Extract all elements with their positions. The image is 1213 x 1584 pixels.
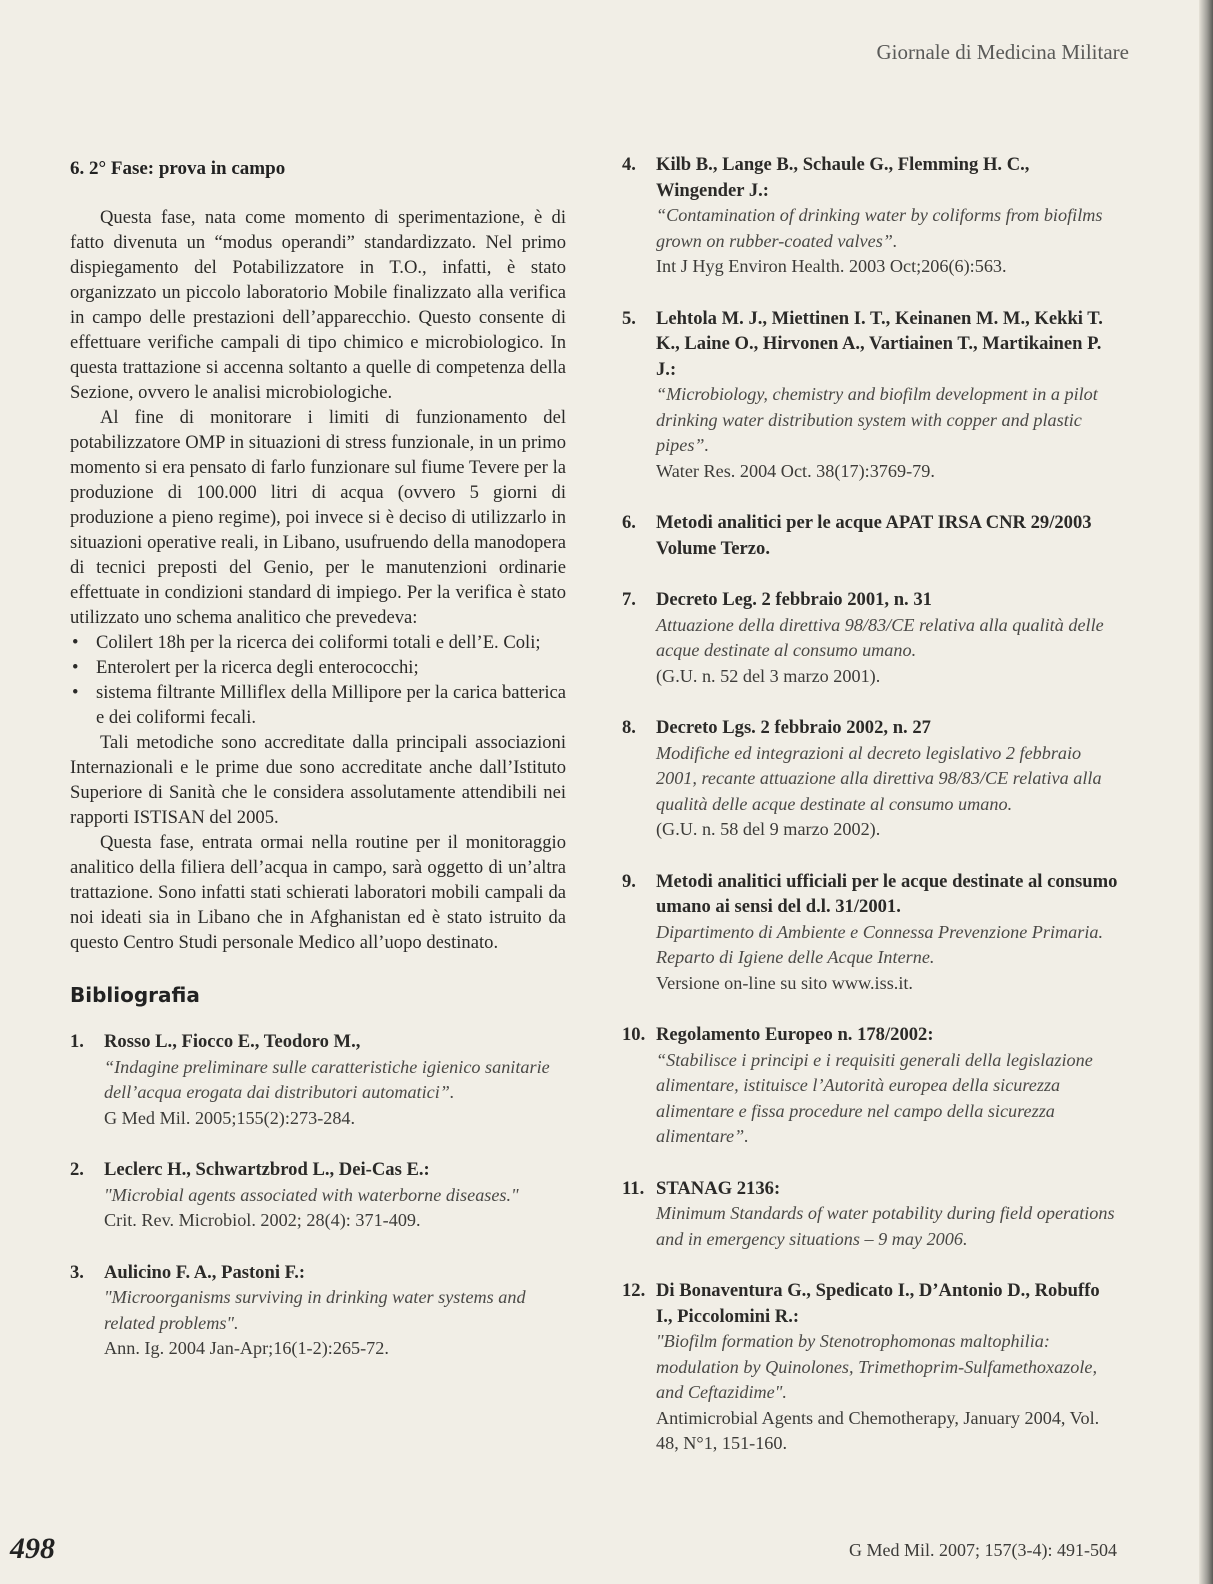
reference-title: Modifiche ed integrazioni al decreto legislativo 2 febbraio 2001, recante attuazione alla direttiva 98/83/CE relativa alla qualità delle acque destinate al consumo umano. [656, 742, 1102, 814]
reference-number: 10. [622, 1024, 646, 1045]
reference-number: 12. [622, 1280, 646, 1301]
body-paragraph: Questa fase, nata come momento di sperimentazione, è di fatto divenuta un “modus operandi” standardizzato. Nel primo dispiegamento del Potabilizzatore in T.O., infatti, è stato organizzato un piccolo laboratorio Mobile finalizzato alla verifica in campo delle prestazioni dell’apparecchio. Questo consente di effettuare verifiche campali di tipo chimico e microbiologico. In questa trattazione si accenna soltanto a quelle di competenza della Sezione, ovvero le analisi microbiologiche. [70, 207, 566, 403]
reference-title: "Microorganisms surviving in drinking water systems and related problems". [104, 1287, 526, 1333]
body-paragraph: Tali metodiche sono accreditate dalla principali associazioni Internazionali e le prime due sono accreditate anche dall’Istituto Superiore di Sanità che le considera assolutamente attendibili nei rapporti ISTISAN del 2005. [70, 732, 566, 828]
reference-title: "Microbial agents associated with waterborne diseases." [104, 1184, 519, 1205]
reference-source: Antimicrobial Agents and Chemotherapy, January 2004, Vol. 48, N°1, 151-160. [656, 1407, 1100, 1453]
reference-source: Ann. Ig. 2004 Jan-Apr;16(1-2):265-72. [104, 1338, 389, 1358]
reference-authors: Lehtola M. J., Miettinen I. T., Keinanen M. M., Kekki T. K., Laine O., Hirvonen A., Vartiainen T., Martikainen P. J.: [656, 307, 1103, 380]
reference-source: Water Res. 2004 Oct. 38(17):3769-79. [656, 460, 935, 481]
list-item: • sistema filtrante Milliflex della Millipore per la carica batterica e dei coliformi fecali. [72, 682, 566, 728]
list-item: • Enterolert per la ricerca degli enterococchi; [72, 657, 419, 678]
reference-source: (G.U. n. 52 del 3 marzo 2001). [656, 665, 881, 686]
reference-item [622, 510, 1118, 561]
reference-authors: Leclerc H., Schwartzbrod L., Dei-Cas E.: [104, 1159, 430, 1180]
reference-title: Dipartimento di Ambiente e Connessa Prevenzione Primaria. Reparto di Igiene delle Acque Interne. [656, 921, 1104, 967]
reference-item [622, 1176, 1118, 1253]
reference-title: Attuazione della direttiva 98/83/CE relativa alla qualità delle acque destinate al consumo umano. [656, 614, 1104, 660]
section-heading: 6. 2° Fase: prova in campo [70, 158, 286, 179]
reference-authors: Metodi analitici ufficiali per le acque destinate al consumo umano ai sensi del d.l. 31/2001. [656, 870, 1118, 917]
page-number: 498 [10, 1532, 55, 1565]
reference-authors: Aulicino F. A., Pastoni F.: [104, 1261, 306, 1283]
reference-item [70, 1157, 566, 1234]
reference-number: 3. [70, 1261, 84, 1283]
journal-running-header: Giornale di Medicina Militare [876, 40, 1129, 64]
list-item: • Colilert 18h per la ricerca dei coliformi totali e dell’E. Coli; [72, 632, 541, 653]
reference-item [622, 152, 1118, 280]
reference-item [622, 1278, 1118, 1457]
reference-title: Minimum Standards of water potability during field operations and in emergency situations – 9 may 2006. [656, 1203, 1115, 1249]
reference-title: “Stabilisce i principi e i requisiti generali della legislazione alimentare, istituisce l’Autorità europea della sicurezza alimentare e fissa procedure nel campo della sicurezza alimentare”. [656, 1049, 1093, 1146]
reference-source: Crit. Rev. Microbiol. 2002; 28(4): 371-409. [104, 1210, 421, 1230]
reference-item [70, 1260, 566, 1362]
method-list [70, 630, 566, 730]
reference-title: "Biofilm formation by Stenotrophomonas maltophilia: modulation by Quinolones, Trimethoprim-Sulfamethoxazole, and Ceftazidime". [656, 1331, 1098, 1402]
reference-item [622, 715, 1118, 843]
reference-title: “Indagine preliminare sulle caratteristiche igienico sanitarie dell’acqua erogata dai distributori automatici”. [104, 1056, 550, 1102]
reference-source: (G.U. n. 58 del 9 marzo 2002). [656, 819, 881, 839]
reference-number: 5. [622, 307, 636, 329]
reference-number: 2. [70, 1159, 84, 1180]
reference-number: 6. [622, 512, 636, 533]
reference-source: G Med Mil. 2005;155(2):273-284. [104, 1107, 356, 1128]
reference-item [70, 1029, 566, 1131]
reference-authors: STANAG 2136: [656, 1177, 781, 1199]
reference-source: Int J Hyg Environ Health. 2003 Oct;206(6):563. [656, 256, 1007, 276]
reference-source: Versione on-line su sito www.iss.it. [656, 972, 913, 993]
reference-authors: Kilb B., Lange B., Schaule G., Flemming H. C., Wingender J.: [656, 154, 1030, 201]
bibliography-heading: Bibliografia [70, 983, 200, 1007]
reference-number: 11. [622, 1177, 645, 1199]
reference-number: 9. [622, 870, 636, 892]
reference-item [622, 587, 1118, 689]
reference-authors: Decreto Leg. 2 febbraio 2001, n. 31 [656, 589, 932, 610]
reference-number: 4. [622, 154, 636, 175]
reference-authors: Decreto Lgs. 2 febbraio 2002, n. 27 [656, 717, 931, 738]
right-column [622, 152, 1118, 1483]
reference-title: “Microbiology, chemistry and biofilm development in a pilot drinking water distribution system with copper and plastic pipes”. [656, 384, 1098, 455]
page-spine-shadow [1199, 0, 1213, 1584]
left-column [70, 152, 566, 1388]
reference-item [622, 869, 1118, 997]
reference-number: 8. [622, 717, 636, 738]
reference-authors: Regolamento Europeo n. 178/2002: [656, 1024, 934, 1045]
reference-item [622, 306, 1118, 485]
reference-authors: Metodi analitici per le acque APAT IRSA CNR 29/2003 Volume Terzo. [656, 512, 1092, 559]
reference-number: 1. [70, 1031, 84, 1052]
body-paragraph: Questa fase, entrata ormai nella routine per il monitoraggio analitico della filiera dell’acqua in campo, sarà oggetto di un’altra trattazione. Sono infatti stati schierati laboratori mobili campali da noi ideati sia in Libano che in Afghanistan ed è stato istruito da questo Centro Studi personale Medico all’uopo destinato. [70, 832, 566, 953]
reference-authors: Rosso L., Fiocco E., Teodoro M., [104, 1031, 361, 1052]
bullet-icon: • [72, 657, 79, 678]
body-paragraph: Al fine di monitorare i limiti di funzionamento del potabilizzatore OMP in situazioni di stress funzionale, in un primo momento si era pensato di farlo funzionare sul fiume Tevere per la produzione di 100.000 litri di acqua (ovvero 5 giorni di produzione a pieno regime), poi invece si è deciso di utilizzarlo in situazioni operative reali, in Libano, usufruendo della manodopera di tecnici preposti del Genio, per le manutenzioni ordinarie effettuate in condizioni standard di impiego. Per la verifica è stato utilizzato uno schema analitico che prevedeva: [70, 407, 566, 628]
reference-authors: Di Bonaventura G., Spedicato I., D’Antonio D., Robuffo I., Piccolomini R.: [656, 1280, 1100, 1327]
reference-item [622, 1022, 1118, 1150]
bullet-icon: • [72, 682, 79, 703]
footer-citation: G Med Mil. 2007; 157(3-4): 491-504 [849, 1540, 1117, 1560]
bullet-icon: • [72, 632, 79, 653]
reference-number: 7. [622, 589, 636, 610]
reference-title: “Contamination of drinking water by coliforms from biofilms grown on rubber-coated valves”. [656, 205, 1103, 251]
